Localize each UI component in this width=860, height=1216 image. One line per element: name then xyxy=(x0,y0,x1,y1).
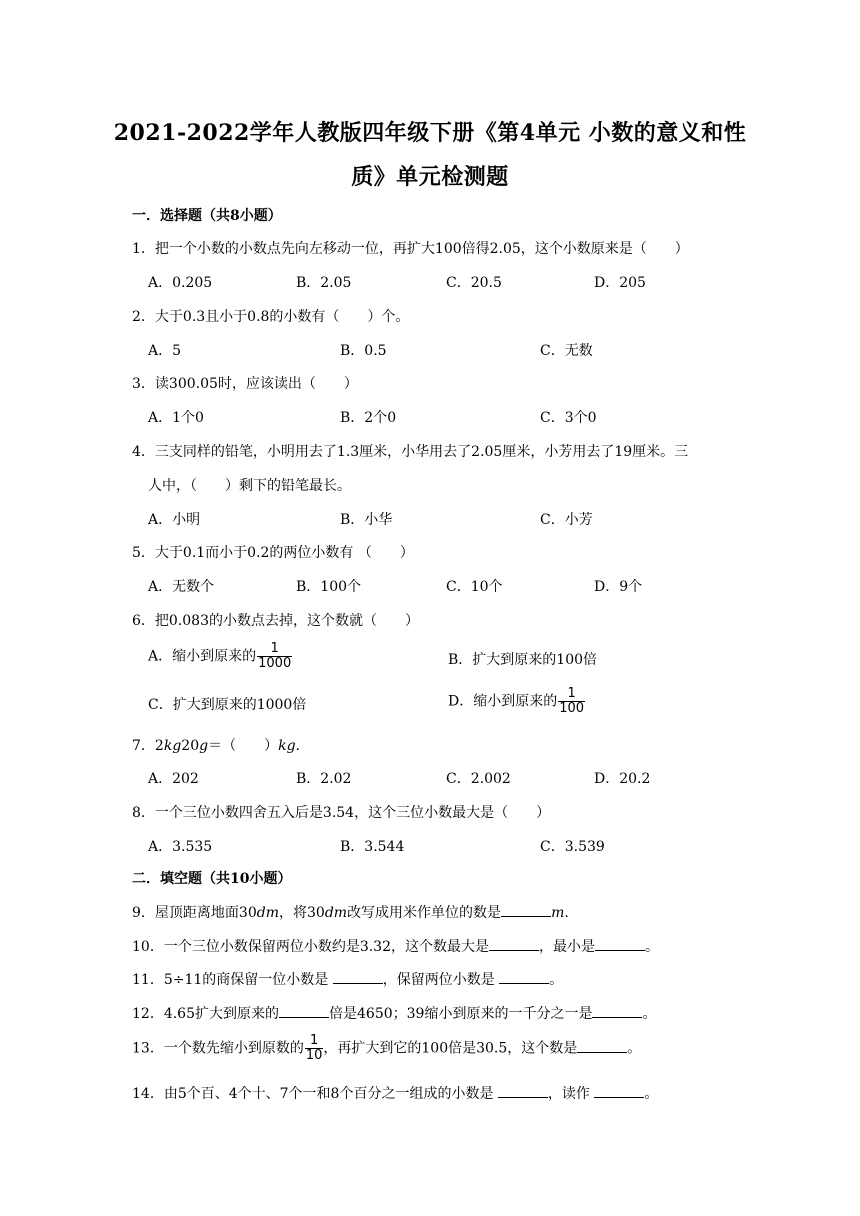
q7-value-kg: 2 xyxy=(154,738,164,754)
option-d: D．205 xyxy=(594,275,646,291)
unit-dm: dm xyxy=(324,905,348,921)
q12-end: 。 xyxy=(642,1006,657,1022)
question-9 xyxy=(132,902,569,922)
answer-blank[interactable] xyxy=(577,1038,627,1053)
q9-text-1: 9．屋顶距离地面30 xyxy=(132,905,257,921)
question-7 xyxy=(132,735,300,755)
q7-equals: ＝（ ） xyxy=(208,738,279,754)
question-14 xyxy=(132,1083,658,1103)
page-title-line2: 质》单元检测题 xyxy=(351,164,509,190)
q10-end: 。 xyxy=(645,939,659,955)
option-c: C．3个0 xyxy=(540,410,597,426)
answer-blank-2[interactable] xyxy=(592,1003,642,1018)
question-13 xyxy=(132,1034,641,1063)
option-a: A．1个0 xyxy=(148,410,204,426)
option-b: B．100个 xyxy=(296,579,362,595)
answer-blank-1[interactable] xyxy=(279,1003,329,1018)
unit-m: m xyxy=(551,905,565,921)
fraction-numerator: 1 xyxy=(567,686,576,701)
option-b: B．0.5 xyxy=(340,343,387,359)
fraction-one-tenth xyxy=(305,1034,324,1063)
q14-end: 。 xyxy=(644,1086,659,1102)
option-c: C．无数 xyxy=(540,343,593,359)
unit-g: g xyxy=(199,738,209,754)
question-3: 3．读300.05时，应该读出（ ） xyxy=(132,376,358,392)
option-a: A．无数个 xyxy=(148,579,215,595)
question-1: 1．把一个小数的小数点先向左移动一位，再扩大100倍得2.05，这个小数原来是（ ） xyxy=(132,241,689,257)
option-c: C．扩大到原来的1000倍 xyxy=(148,697,307,713)
answer-blank[interactable] xyxy=(501,902,551,917)
q7-value-g: 20 xyxy=(181,738,200,754)
option-c: C．小芳 xyxy=(540,512,593,528)
q9-text-3: 改写成用米作单位的数是 xyxy=(347,905,502,921)
option-c: C．2.002 xyxy=(446,771,511,787)
option-b: B．2个0 xyxy=(340,410,397,426)
fraction-denominator: 1000 xyxy=(258,656,292,671)
answer-blank-max[interactable] xyxy=(489,936,539,951)
fraction-denominator: 100 xyxy=(559,701,585,716)
unit-kg-answer: kg xyxy=(278,738,296,754)
question-6: 6．把0.083的小数点去掉，这个数就（ ） xyxy=(132,613,419,629)
q11-end: 。 xyxy=(549,972,564,988)
option-d xyxy=(448,687,585,716)
question-5: 5．大于0.1而小于0.2的两位小数有 （ ） xyxy=(132,545,414,561)
question-11 xyxy=(132,969,563,989)
option-c: C．10个 xyxy=(446,579,503,595)
option-a-text: A．缩小到原来的 xyxy=(148,648,257,665)
q10-text-2: ，最小是 xyxy=(539,939,595,955)
q9-text-2: ，将30 xyxy=(278,905,325,921)
question-10 xyxy=(132,936,659,956)
fraction-numerator: 1 xyxy=(309,1033,319,1048)
fraction-numerator: 1 xyxy=(270,641,279,656)
option-a: A．202 xyxy=(148,771,199,787)
q13-text-2: ，再扩大到它的100倍是30.5，这个数是 xyxy=(323,1040,578,1057)
question-4-line1: 4．三支同样的铅笔，小明用去了1.3厘米，小华用去了2.05厘米，小芳用去了19厘米。三 xyxy=(132,444,689,460)
q13-end: 。 xyxy=(627,1040,642,1057)
option-d: D．9个 xyxy=(594,579,643,595)
question-8: 8．一个三位小数四舍五入后是3.54，这个三位小数最大是（ ） xyxy=(132,805,551,821)
option-a xyxy=(148,642,292,671)
answer-blank-reading[interactable] xyxy=(594,1083,644,1098)
option-b: B．扩大到原来的100倍 xyxy=(448,652,598,668)
option-c: C．20.5 xyxy=(446,275,502,291)
question-2: 2．大于0.3且小于0.8的小数有（ ）个。 xyxy=(132,309,410,325)
q7-end: . xyxy=(295,738,300,754)
option-a: A．3.535 xyxy=(148,839,213,855)
question-12 xyxy=(132,1003,656,1023)
section-heading-fill: 二．填空题（共10小题） xyxy=(132,871,292,887)
q12-text-1: 12．4.65扩大到原来的 xyxy=(132,1006,279,1022)
question-4-line2: 人中，（ ）剩下的铅笔最长。 xyxy=(148,478,351,494)
answer-blank-number[interactable] xyxy=(498,1083,548,1098)
unit-kg: kg xyxy=(163,738,182,754)
answer-blank-2[interactable] xyxy=(499,969,549,984)
option-d-text: D．缩小到原来的 xyxy=(448,693,558,710)
option-b: B．2.02 xyxy=(296,771,352,787)
option-b: B．小华 xyxy=(340,512,393,528)
option-b: B．2.05 xyxy=(296,275,352,291)
q11-text-2: ，保留两位小数是 xyxy=(382,972,500,988)
q9-end: . xyxy=(564,905,569,921)
q12-text-2: 倍是4650；39缩小到原来的一千分之一是 xyxy=(329,1006,593,1022)
option-d: D．20.2 xyxy=(594,771,651,787)
fraction-one-thousandth xyxy=(257,642,292,671)
q14-text-1: 14．由5个百、4个十、7个一和8个百分之一组成的小数是 xyxy=(132,1086,498,1102)
option-c: C．3.539 xyxy=(540,839,605,855)
unit-dm: dm xyxy=(256,905,279,921)
option-a: A．小明 xyxy=(148,512,201,528)
option-a: A．0.205 xyxy=(148,275,213,291)
q13-text-1: 13．一个数先缩小到原数的 xyxy=(132,1040,304,1057)
section-heading-choice: 一．选择题（共8小题） xyxy=(132,208,282,224)
fraction-one-hundredth xyxy=(558,687,585,716)
q14-text-2: ，读作 xyxy=(547,1086,595,1102)
answer-blank-min[interactable] xyxy=(595,936,645,951)
q10-text-1: 10．一个三位小数保留两位小数约是3.32，这个数最大是 xyxy=(132,939,489,955)
answer-blank-1[interactable] xyxy=(333,969,383,984)
q11-text-1: 11．5÷11的商保留一位小数是 xyxy=(132,972,333,988)
page-title-line1: 2021-2022学年人教版四年级下册《第4单元 小数的意义和性 xyxy=(113,120,747,146)
fraction-denominator: 10 xyxy=(305,1048,323,1063)
q7-number: 7． xyxy=(132,738,155,754)
option-b: B．3.544 xyxy=(340,839,405,855)
option-a: A．5 xyxy=(148,343,182,359)
